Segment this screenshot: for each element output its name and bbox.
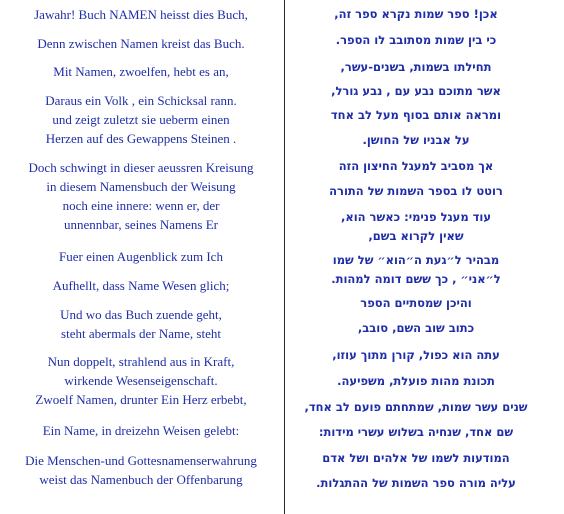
german-stanza-5: Doch schwingt in dieser aeussren Kreisung in diesem Namensbuch der Weisung noch eine innere: wenn er, der unnennbar, seines Namens Er xyxy=(28,160,254,232)
hebrew-line-13: עתה הוא כפול, קורן מתוך עוזו, xyxy=(332,348,500,362)
german-line-3: Mit Namen, zwoelfen, hebt es an, xyxy=(53,64,229,79)
hebrew-stanza-9: עוד מעגל פנימי: כאשר הוא, שאין לקרוא בשם, xyxy=(340,210,492,243)
german-stanza-8: Und wo das Buch zuende geht, steht abermals der Name, steht xyxy=(60,307,222,341)
hebrew-line-15: שנים עשר שמות, שמתחתם פועם לב אחד, xyxy=(304,400,528,414)
hebrew-line-17: המודעות לשמו של אלהים ושל אדם xyxy=(322,451,510,465)
hebrew-line-4: אשר מתוכם נבע עם , נבע גורל, xyxy=(331,84,501,98)
hebrew-line-14: תכונת מהות פועלת, משפיעה. xyxy=(337,374,495,388)
hebrew-line-3: תחילתו בשמות, בשנים-עשר, xyxy=(340,60,492,74)
hebrew-line-7: אך מסביב למעגל החיצון הזה xyxy=(338,159,494,173)
hebrew-stanza-10: מבהיר ל״געת ה״הוא״ של שמו ל״אני״ , כך ששם דומה למהות. xyxy=(331,253,501,286)
hebrew-line-8: רוטט לו בספר השמות של התורה xyxy=(329,184,503,198)
hebrew-line-2: כי בין שמות מסתובב לו הספר. xyxy=(335,33,497,47)
german-line-1: Jawahr! Buch NAMEN heisst dies Buch, xyxy=(34,7,248,22)
hebrew-line-1: אכן! ספר שמות נקרא ספר זה, xyxy=(334,7,498,21)
hebrew-line-6: על אבניו של החושן. xyxy=(362,133,470,147)
german-stanza-11: Die Menschen-und Gottesnamenserwahrung weist das Namenbuch der Offenbarung xyxy=(25,453,257,487)
hebrew-column xyxy=(288,0,564,514)
hebrew-line-5: ומראה אותם בסוף מעל לב אחד xyxy=(330,108,502,122)
german-line-10: Ein Name, in dreizehn Weisen gelebt: xyxy=(42,423,240,438)
hebrew-line-12: כתוב שוב השם, סובב, xyxy=(357,321,475,335)
german-line-2: Denn zwischen Namen kreist das Buch. xyxy=(37,36,245,51)
german-stanza-4: Daraus ein Volk , ein Schicksal rann. und zeigt zuletzt sie ueberm einen Herzen auf des Gewappens Steinen . xyxy=(45,93,237,146)
hebrew-line-18: עליה מורה ספר השמות של ההתגלות. xyxy=(316,476,516,490)
german-stanza-9: Nun doppelt, strahlend aus in Kraft, wirkende Wesenseigenschaft. Zwoelf Namen, drunter Ein Herz erbebt, xyxy=(35,354,247,407)
german-line-7: Aufhellt, dass Name Wesen glich; xyxy=(52,278,230,293)
hebrew-line-16: שם אחד, שנחיה בשלוש עשרי מידות: xyxy=(318,425,514,439)
column-divider xyxy=(284,0,285,514)
german-line-6: Fuer einen Augenblick zum Ich xyxy=(59,249,223,264)
hebrew-line-11: והיכן שמסתיים הספר xyxy=(360,296,472,310)
